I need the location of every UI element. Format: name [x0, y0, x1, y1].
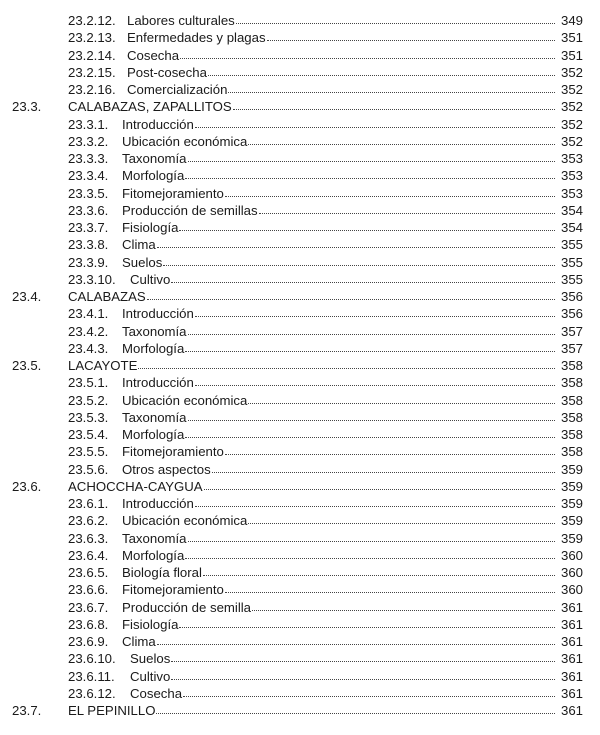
toc-dot-leader	[252, 610, 555, 611]
toc-entry-number: 23.6.	[12, 478, 42, 494]
toc-dot-leader	[248, 523, 555, 524]
toc-dot-leader	[157, 247, 555, 248]
toc-subsection-entry	[68, 564, 583, 581]
toc-entry-number: 23.5.2.	[68, 392, 109, 408]
toc-entry-number: 23.6.5.	[68, 565, 109, 580]
toc-dot-leader	[228, 92, 555, 93]
toc-subsection-entry	[68, 530, 583, 547]
toc-entry-number: 23.3.7.	[68, 220, 109, 235]
toc-dot-leader	[188, 541, 555, 542]
toc-entry-number: 23.2.13.	[68, 30, 116, 46]
toc-dot-leader	[248, 403, 555, 404]
toc-entry-title: Producción de semillas	[122, 202, 258, 218]
toc-entry-title: Morfología	[122, 168, 185, 184]
toc-entry-title: Taxonomía	[122, 530, 187, 546]
toc-page-number: 358	[560, 409, 583, 425]
toc-subsection-entry	[68, 12, 583, 29]
toc-subsection-entry	[68, 581, 583, 598]
toc-entry-number: 23.5.3.	[68, 409, 109, 425]
toc-entry-number: 23.2.14.	[68, 47, 116, 63]
toc-subsection-entry	[68, 47, 583, 64]
toc-subsection-entry	[68, 305, 583, 322]
toc-entry-title: Suelos	[130, 651, 171, 667]
toc-subsection-entry	[68, 167, 583, 184]
toc-entry-number: 23.3.2.	[68, 133, 109, 149]
toc-dot-leader	[157, 644, 555, 645]
toc-dot-leader	[208, 75, 555, 76]
toc-entry-title: Otros aspectos	[122, 461, 211, 477]
toc-page-number: 357	[560, 340, 583, 356]
toc-dot-leader	[185, 178, 555, 179]
toc-entry-number: 23.2.16.	[68, 82, 116, 97]
toc-page-number: 356	[560, 306, 583, 322]
toc-entry-number: 23.6.8.	[68, 616, 109, 632]
toc-page-number: 352	[560, 64, 583, 80]
toc-dot-leader	[195, 385, 555, 386]
toc-page-number: 359	[560, 530, 583, 546]
toc-entry-title: Biología floral	[122, 565, 202, 580]
toc-entry-title: Taxonomía	[122, 323, 187, 339]
toc-entry-number: 23.6.7.	[68, 599, 109, 615]
toc-page-number: 353	[560, 151, 583, 166]
toc-entry-number: 23.4.1.	[68, 306, 109, 322]
toc-entry-title: CALABAZAS	[68, 289, 146, 304]
toc-entry-number: 23.3.3.	[68, 151, 109, 166]
toc-entry-number: 23.6.9.	[68, 634, 109, 649]
toc-entry-title: CALABAZAS, ZAPALLITOS	[68, 99, 232, 115]
toc-page-number: 356	[560, 289, 583, 304]
toc-subsection-entry	[68, 409, 583, 426]
toc-subsection-entry	[68, 599, 583, 616]
toc-entry-number: 23.3.1.	[68, 116, 109, 132]
toc-subsection-entry	[68, 512, 583, 529]
toc-entry-number: 23.3.6.	[68, 202, 109, 218]
toc-dot-leader	[225, 454, 555, 455]
toc-subsection-entry	[68, 443, 583, 460]
toc-entry-number: 23.6.6.	[68, 582, 109, 598]
toc-dot-leader	[138, 368, 555, 369]
toc-dot-leader	[259, 213, 555, 214]
toc-section-entry	[12, 357, 583, 374]
toc-entry-number: 23.6.11.	[68, 668, 115, 684]
toc-page-number: 352	[560, 133, 583, 149]
toc-entry-number: 23.5.4.	[68, 427, 109, 442]
toc-dot-leader	[156, 713, 555, 714]
toc-page-number: 355	[560, 271, 583, 287]
toc-dot-leader	[188, 161, 555, 162]
toc-entry-number: 23.4.	[12, 289, 42, 304]
toc-entry-title: Ubicación económica	[122, 513, 248, 529]
toc-dot-leader	[225, 592, 555, 593]
toc-entry-title: Ubicación económica	[122, 133, 248, 149]
toc-page-number: 359	[560, 478, 583, 494]
toc-subsection-entry	[68, 150, 583, 167]
toc-page-number: 361	[560, 599, 583, 615]
toc-entry-title: Fitomejoramiento	[122, 444, 224, 460]
toc-subsection-entry	[68, 495, 583, 512]
toc-page-number: 361	[560, 651, 583, 667]
toc-entry-number: 23.3.5.	[68, 185, 109, 201]
toc-page-number: 354	[560, 202, 583, 218]
toc-entry-title: EL PEPINILLO	[68, 703, 156, 718]
toc-entry-title: Cultivo	[130, 271, 171, 287]
toc-subsection-entry	[68, 133, 583, 150]
toc-subsection-entry	[68, 64, 583, 81]
toc-subsection-entry	[68, 685, 583, 702]
toc-dot-leader	[185, 558, 555, 559]
toc-entry-title: Morfología	[122, 427, 185, 442]
toc-page-number: 357	[560, 323, 583, 339]
toc-subsection-entry	[68, 461, 583, 478]
toc-entry-title: Enfermedades y plagas	[127, 30, 266, 46]
toc-dot-leader	[185, 437, 555, 438]
toc-subsection-entry	[68, 616, 583, 633]
toc-entry-title: Introducción	[122, 496, 194, 511]
toc-dot-leader	[233, 109, 555, 110]
toc-dot-leader	[163, 265, 555, 266]
toc-subsection-entry	[68, 547, 583, 564]
toc-page-number: 361	[560, 703, 583, 718]
toc-entry-number: 23.6.3.	[68, 530, 109, 546]
toc-entry-title: Introducción	[122, 375, 194, 391]
toc-page-number: 358	[560, 392, 583, 408]
toc-dot-leader	[171, 679, 555, 680]
toc-dot-leader	[171, 282, 555, 283]
toc-subsection-entry	[68, 219, 583, 236]
toc-entry-number: 23.6.2.	[68, 513, 109, 529]
toc-entry-title: Introducción	[122, 116, 194, 132]
toc-page-number: 354	[560, 220, 583, 235]
toc-dot-leader	[203, 575, 555, 576]
toc-subsection-entry	[68, 81, 583, 98]
toc-page-number: 351	[560, 47, 583, 63]
toc-page-number: 355	[560, 237, 583, 253]
toc-section-entry	[12, 702, 583, 719]
toc-subsection-entry	[68, 254, 583, 271]
toc-page-number: 359	[560, 496, 583, 511]
toc-entry-title: Morfología	[122, 547, 185, 563]
toc-page-number: 361	[560, 634, 583, 649]
toc-entry-title: LACAYOTE	[68, 358, 138, 373]
toc-dot-leader	[179, 627, 555, 628]
toc-entry-title: Fitomejoramiento	[122, 582, 224, 598]
toc-page-number: 358	[560, 444, 583, 460]
toc-dot-leader	[183, 696, 555, 697]
toc-section-entry	[12, 98, 583, 115]
toc-entry-title: Comercialización	[127, 82, 228, 97]
toc-section-entry	[12, 478, 583, 495]
toc-page-number: 352	[560, 82, 583, 97]
toc-page-number: 358	[560, 358, 583, 373]
toc-dot-leader	[248, 144, 555, 145]
toc-entry-number: 23.3.10.	[68, 271, 116, 287]
toc-entry-number: 23.5.5.	[68, 444, 109, 460]
toc-entry-number: 23.7.	[12, 703, 42, 718]
toc-entry-number: 23.3.9.	[68, 254, 109, 270]
toc-subsection-entry	[68, 340, 583, 357]
toc-subsection-entry	[68, 374, 583, 391]
toc-entry-title: Suelos	[122, 254, 163, 270]
toc-entry-title: Clima	[122, 237, 156, 253]
toc-entry-number: 23.5.	[12, 358, 42, 373]
toc-entry-number: 23.3.	[12, 99, 42, 115]
toc-dot-leader	[195, 127, 555, 128]
toc-subsection-entry	[68, 650, 583, 667]
toc-entry-number: 23.6.4.	[68, 547, 109, 563]
toc-page-number: 360	[560, 565, 583, 580]
toc-entry-title: Cultivo	[130, 668, 171, 684]
toc-section-entry	[12, 288, 583, 305]
toc-entry-number: 23.5.6.	[68, 461, 109, 477]
toc-entry-title: Cosecha	[130, 685, 183, 701]
toc-dot-leader	[179, 230, 555, 231]
toc-entry-number: 23.2.15.	[68, 64, 116, 80]
toc-entry-number: 23.5.1.	[68, 375, 109, 391]
toc-entry-title: Post-cosecha	[127, 64, 207, 80]
toc-subsection-entry	[68, 668, 583, 685]
toc-subsection-entry	[68, 392, 583, 409]
toc-subsection-entry	[68, 323, 583, 340]
toc-entry-title: Taxonomía	[122, 151, 187, 166]
toc-entry-title: Introducción	[122, 306, 194, 322]
toc-entry-number: 23.3.4.	[68, 168, 109, 184]
toc-page-number: 355	[560, 254, 583, 270]
toc-entry-title: Cosecha	[127, 47, 180, 63]
toc-dot-leader	[195, 506, 555, 507]
toc-entry-title: Producción de semilla	[122, 599, 252, 615]
toc-entry-number: 23.4.2.	[68, 323, 109, 339]
toc-page-number: 361	[560, 685, 583, 701]
toc-entry-number: 23.2.12.	[68, 13, 116, 28]
toc-entry-title: Labores culturales	[127, 13, 235, 28]
toc-entry-title: Clima	[122, 634, 156, 649]
toc-dot-leader	[180, 58, 555, 59]
toc-page-number: 361	[560, 668, 583, 684]
toc-page-number: 358	[560, 375, 583, 391]
toc-subsection-entry	[68, 271, 583, 288]
toc-page-number: 351	[560, 30, 583, 46]
toc-subsection-entry	[68, 185, 583, 202]
toc-dot-leader	[171, 661, 555, 662]
toc-subsection-entry	[68, 236, 583, 253]
toc-page-number: 361	[560, 616, 583, 632]
toc-entry-number: 23.6.12.	[68, 685, 116, 701]
toc-page-number: 352	[560, 99, 583, 115]
toc-dot-leader	[188, 420, 555, 421]
toc-dot-leader	[212, 472, 555, 473]
toc-entry-title: Fitomejoramiento	[122, 185, 224, 201]
toc-subsection-entry	[68, 29, 583, 46]
toc-page-number: 358	[560, 427, 583, 442]
toc-entry-title: Ubicación económica	[122, 392, 248, 408]
toc-page-number: 359	[560, 513, 583, 529]
toc-page-number: 360	[560, 582, 583, 598]
toc-entry-number: 23.4.3.	[68, 340, 109, 356]
toc-subsection-entry	[68, 116, 583, 133]
toc-page-number: 360	[560, 547, 583, 563]
toc-entry-title: ACHOCCHA-CAYGUA	[68, 478, 203, 494]
toc-dot-leader	[236, 23, 555, 24]
toc-entry-number: 23.6.1.	[68, 496, 109, 511]
toc-entry-title: Fisiología	[122, 220, 179, 235]
toc-subsection-entry	[68, 426, 583, 443]
toc-subsection-entry	[68, 633, 583, 650]
toc-entry-title: Fisiología	[122, 616, 179, 632]
toc-entry-number: 23.3.8.	[68, 237, 109, 253]
toc-page-number: 353	[560, 185, 583, 201]
toc-page-number: 359	[560, 461, 583, 477]
toc-dot-leader	[267, 40, 555, 41]
toc-dot-leader	[147, 299, 555, 300]
toc-page-number: 352	[560, 116, 583, 132]
toc-entry-title: Morfología	[122, 340, 185, 356]
toc-dot-leader	[185, 351, 555, 352]
toc-subsection-entry	[68, 202, 583, 219]
toc-dot-leader	[195, 316, 555, 317]
toc-entry-title: Taxonomía	[122, 409, 187, 425]
toc-dot-leader	[188, 334, 555, 335]
toc-dot-leader	[225, 196, 555, 197]
toc-dot-leader	[204, 489, 555, 490]
toc-page-number: 349	[560, 13, 583, 28]
toc-entry-number: 23.6.10.	[68, 651, 116, 667]
toc-page-number: 353	[560, 168, 583, 184]
